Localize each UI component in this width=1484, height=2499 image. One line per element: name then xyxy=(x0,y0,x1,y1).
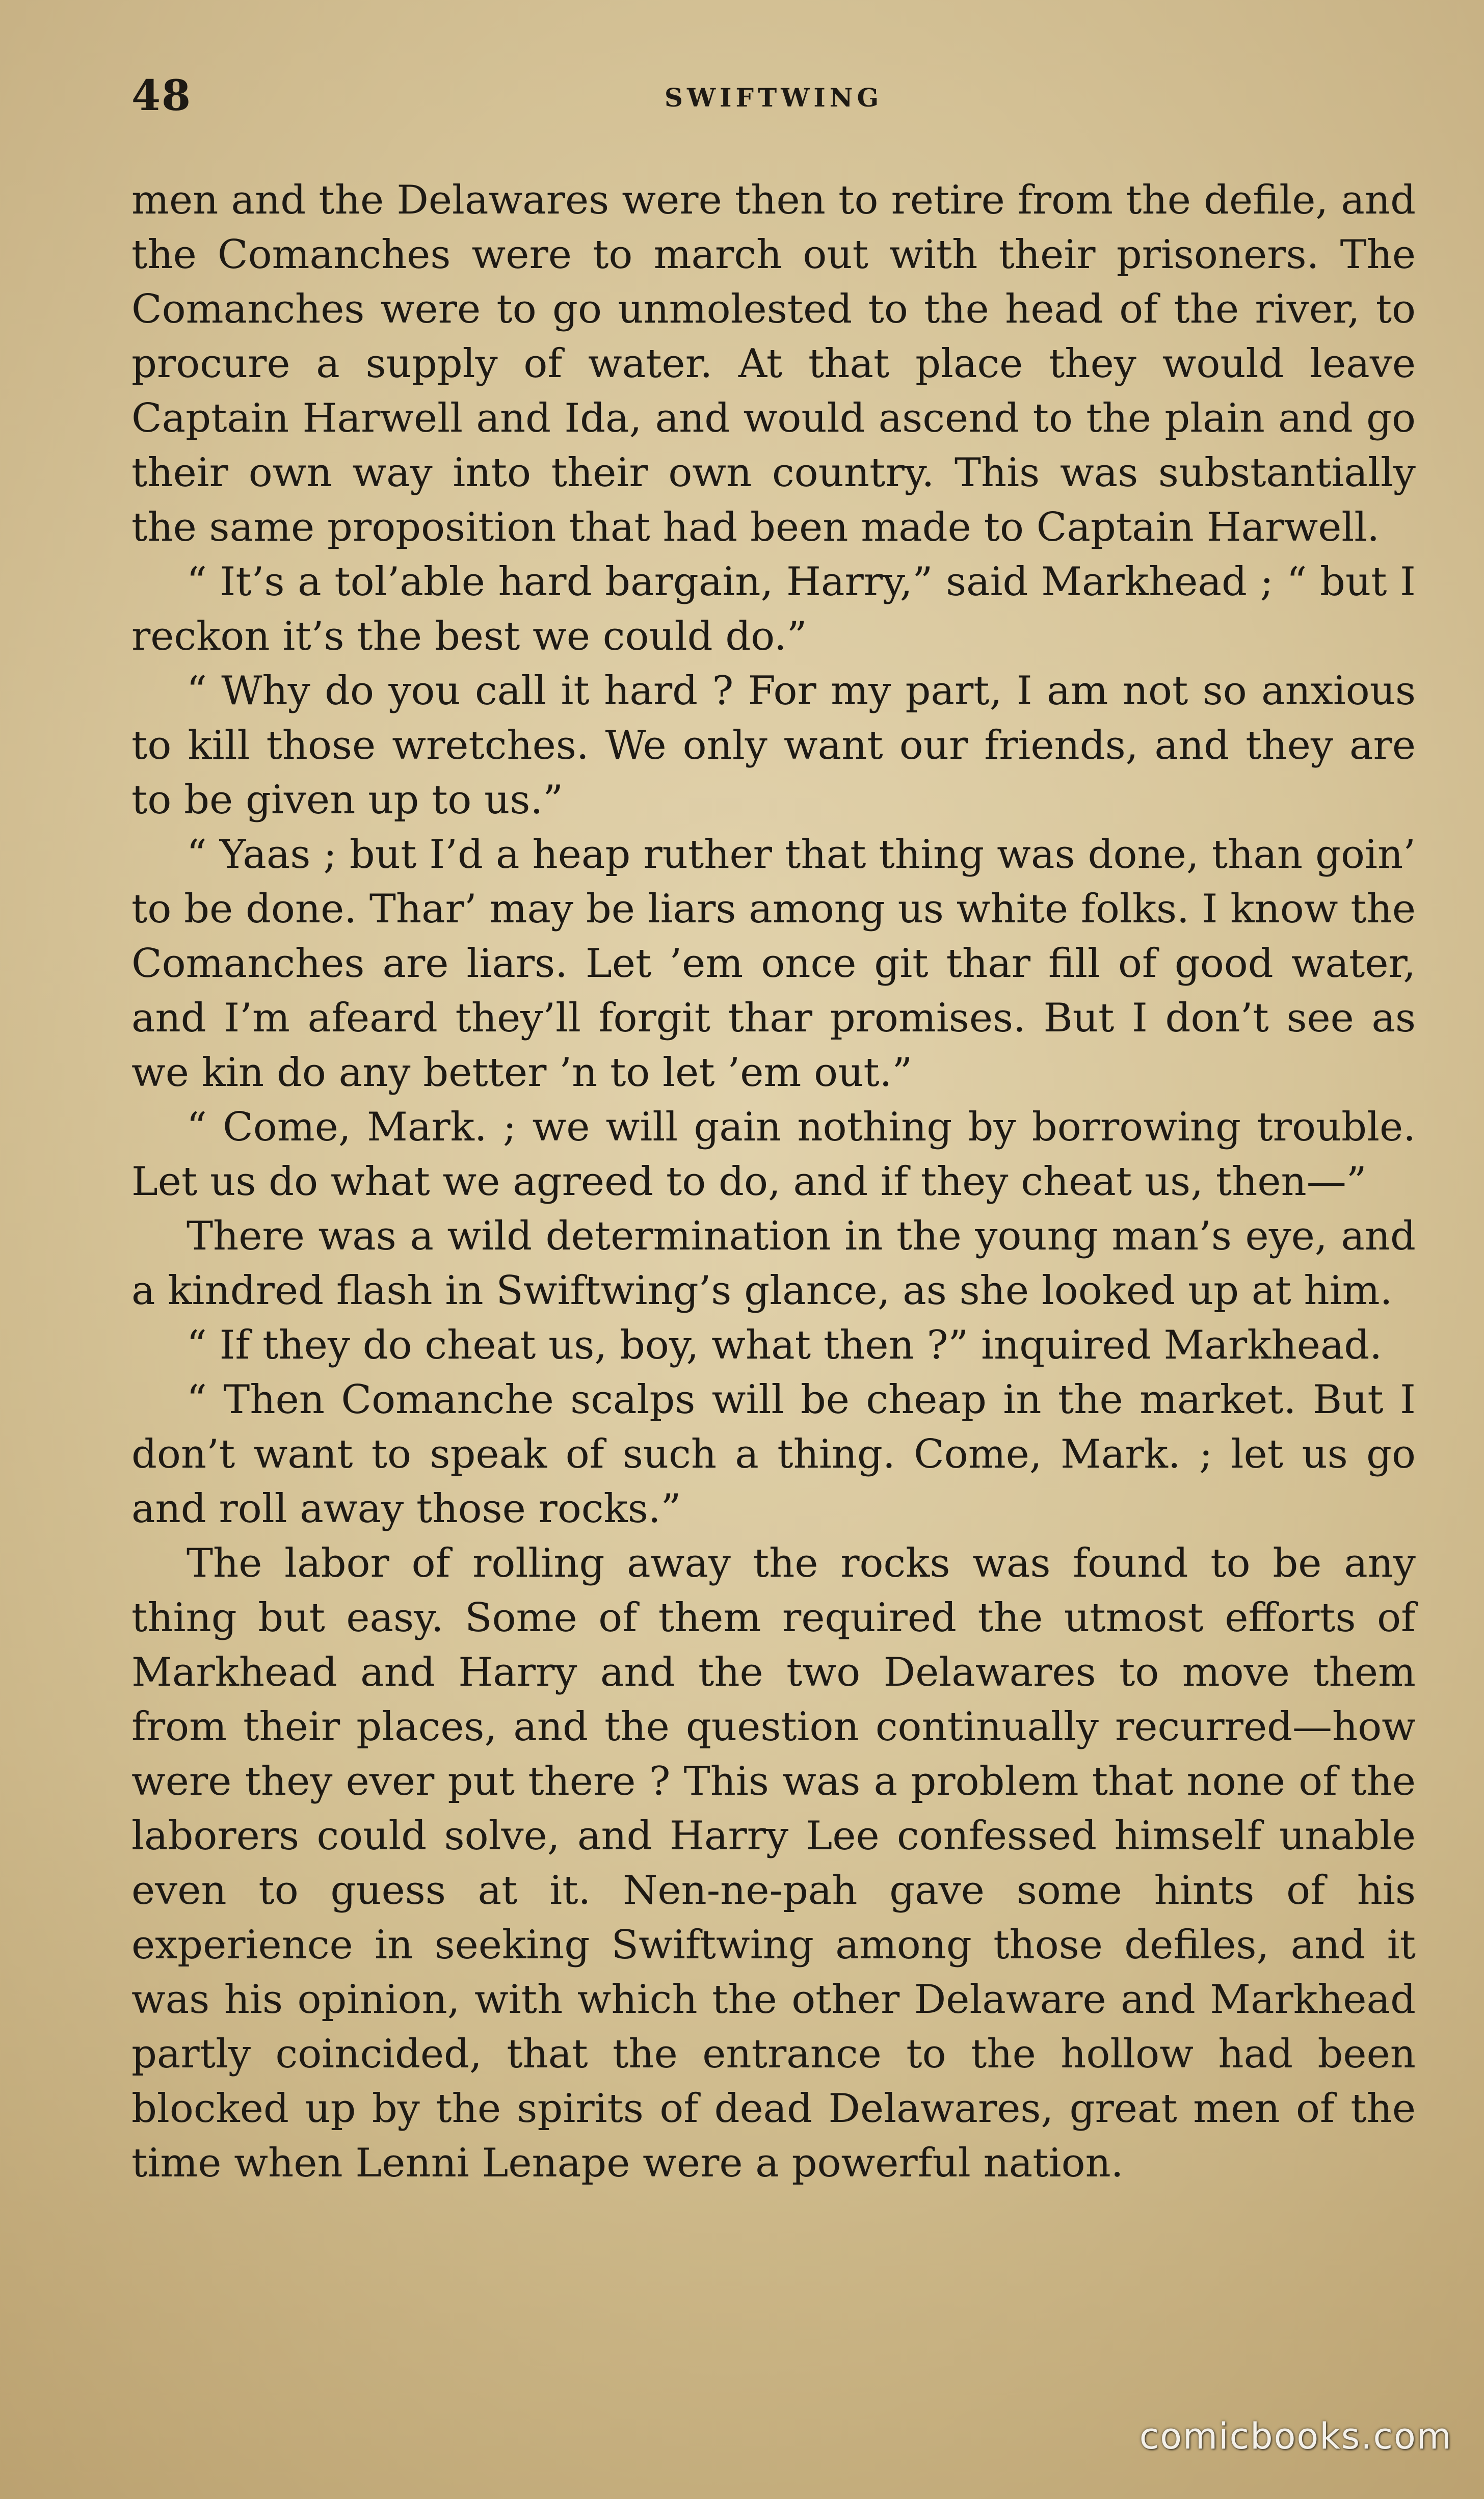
paragraph-5: “ Come, Mark. ; we will gain nothing by borrowing trouble. Let us do what we agreed to do, and if they cheat us, then—” xyxy=(131,1104,1416,1205)
page-header xyxy=(131,71,1416,127)
paragraph-3: “ Why do you call it hard ? For my part, I am not so anxious to kill those wretches. We only want our friends, and they are to be given up to us.” xyxy=(131,668,1416,823)
paragraph-2: “ It’s a tol’able hard bargain, Harry,” said Markhead ; “ but I reckon it’s the best we could do.” xyxy=(131,559,1416,659)
paragraph-8: “ Then Comanche scalps will be cheap in the market. But I don’t want to speak of such a thing. Come, Mark. ; let us go and roll away those rocks.” xyxy=(131,1377,1416,1532)
body-text xyxy=(131,173,1416,2191)
running-head: SWIFTWING xyxy=(664,83,883,113)
paragraph-1: men and the Delawares were then to retire from the defile, and the Comanches were to march out with their prisoners. The Comanches were to go unmolested to the head of the river, to procure a supply of water. At that place they would leave Captain Harwell and Ida, and would ascend to the plain and go their own way into their own country. This was substantially the same proposition that had been made to Captain Harwell. xyxy=(131,177,1416,550)
paragraph-4: “ Yaas ; but I’d a heap ruther that thing was done, than goin’ to be done. Thar’ may be liars among us white folks. I know the Comanches are liars. Let ’em once git thar fill of good water, and I’m afeard they’ll forgit thar promises. But I don’t see as we kin do any better ’n to let ’em out.” xyxy=(131,832,1416,1096)
paragraph-6: There was a wild determination in the young man’s eye, and a kindred flash in Swiftwing’s glance, as she looked up at him. xyxy=(131,1213,1416,1314)
watermark: comicbooks.com xyxy=(1139,2415,1452,2457)
page-number: 48 xyxy=(131,71,192,120)
paragraph-9: The labor of rolling away the rocks was found to be any thing but easy. Some of them required the utmost efforts of Markhead and Harry and the two Delawares to move them from their places, and the question continually recurred—how were they ever put there ? This was a problem that none of the laborers could solve, and Harry Lee confessed himself unable even to guess at it. Nen-ne-pah gave some hints of his experience in seeking Swiftwing among those defiles, and it was his opinion, with which the other Delaware and Markhead partly coincided, that the entrance to the hollow had been blocked up by the spirits of dead Delawares, great men of the time when Lenni Lenape were a powerful nation. xyxy=(131,1540,1416,2186)
paragraph-7: “ If they do cheat us, boy, what then ?” inquired Markhead. xyxy=(187,1322,1383,1368)
